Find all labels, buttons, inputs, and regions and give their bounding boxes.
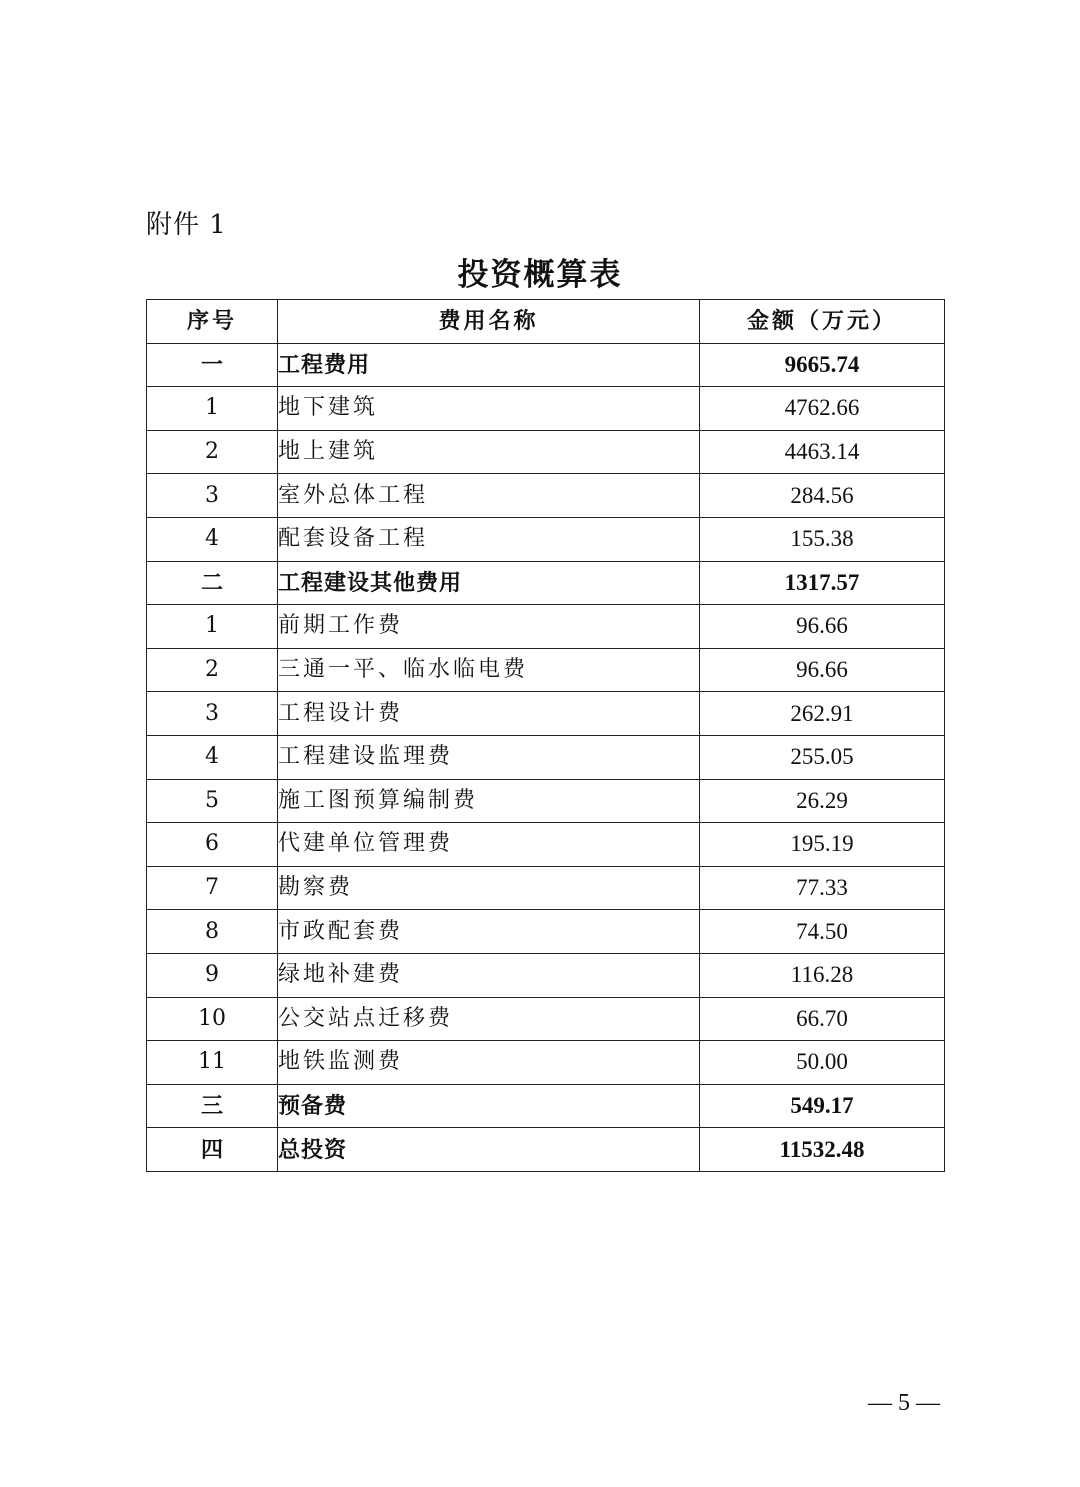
row-amount: 549.17 <box>700 1084 945 1128</box>
row-name: 地上建筑 <box>278 430 700 474</box>
row-seq: 2 <box>147 430 278 474</box>
table-row <box>147 866 945 910</box>
row-seq: 5 <box>147 779 278 823</box>
row-seq: 10 <box>147 997 278 1041</box>
row-seq: 2 <box>147 648 278 692</box>
row-seq: 4 <box>147 735 278 779</box>
table-section-row <box>147 1128 945 1172</box>
header-amount: 金额（万元） <box>700 300 945 344</box>
row-name: 勘察费 <box>278 866 700 910</box>
row-amount: 116.28 <box>700 953 945 997</box>
row-amount: 262.91 <box>700 692 945 736</box>
table-row <box>147 1041 945 1085</box>
row-name: 工程建设其他费用 <box>278 561 700 605</box>
table-row <box>147 517 945 561</box>
row-name: 工程建设监理费 <box>278 735 700 779</box>
row-amount: 1317.57 <box>700 561 945 605</box>
table-body <box>147 343 945 1171</box>
row-amount: 155.38 <box>700 517 945 561</box>
table-row <box>147 474 945 518</box>
row-amount: 4762.66 <box>700 387 945 431</box>
header-name: 费用名称 <box>278 300 700 344</box>
row-name: 代建单位管理费 <box>278 823 700 867</box>
table-row <box>147 910 945 954</box>
row-seq: 8 <box>147 910 278 954</box>
table-row <box>147 823 945 867</box>
table-header-row <box>147 300 945 344</box>
row-amount: 255.05 <box>700 735 945 779</box>
table-row <box>147 648 945 692</box>
row-name: 市政配套费 <box>278 910 700 954</box>
table-row <box>147 692 945 736</box>
row-seq: 3 <box>147 474 278 518</box>
row-name: 施工图预算编制费 <box>278 779 700 823</box>
row-seq: 1 <box>147 605 278 649</box>
document-title: 投资概算表 <box>457 257 623 293</box>
row-amount: 26.29 <box>700 779 945 823</box>
row-seq: 11 <box>147 1041 278 1085</box>
row-amount: 50.00 <box>700 1041 945 1085</box>
table-row <box>147 387 945 431</box>
row-amount: 11532.48 <box>700 1128 945 1172</box>
row-seq: 二 <box>147 561 278 605</box>
row-amount: 96.66 <box>700 648 945 692</box>
table-row <box>147 605 945 649</box>
row-name: 地下建筑 <box>278 387 700 431</box>
row-amount: 9665.74 <box>700 343 945 387</box>
row-seq: 6 <box>147 823 278 867</box>
row-seq: 7 <box>147 866 278 910</box>
row-seq: 9 <box>147 953 278 997</box>
row-name: 预备费 <box>278 1084 700 1128</box>
row-name: 地铁监测费 <box>278 1041 700 1085</box>
row-name: 绿地补建费 <box>278 953 700 997</box>
row-seq: 1 <box>147 387 278 431</box>
row-seq: 四 <box>147 1128 278 1172</box>
row-name: 室外总体工程 <box>278 474 700 518</box>
row-name: 配套设备工程 <box>278 517 700 561</box>
row-amount: 77.33 <box>700 866 945 910</box>
row-name: 前期工作费 <box>278 605 700 649</box>
table-row <box>147 430 945 474</box>
row-seq: 4 <box>147 517 278 561</box>
attachment-label: 附件 1 <box>146 210 227 240</box>
table-row <box>147 953 945 997</box>
row-name: 三通一平、临水临电费 <box>278 648 700 692</box>
header-seq: 序号 <box>147 300 278 344</box>
row-amount: 4463.14 <box>700 430 945 474</box>
row-amount: 96.66 <box>700 605 945 649</box>
row-name: 总投资 <box>278 1128 700 1172</box>
row-seq: 三 <box>147 1084 278 1128</box>
row-name: 公交站点迁移费 <box>278 997 700 1041</box>
table-section-row <box>147 561 945 605</box>
row-seq: 一 <box>147 343 278 387</box>
row-seq: 3 <box>147 692 278 736</box>
investment-budget-table <box>146 299 945 1172</box>
row-name: 工程设计费 <box>278 692 700 736</box>
row-amount: 195.19 <box>700 823 945 867</box>
row-amount: 284.56 <box>700 474 945 518</box>
page-number: — 5 — <box>868 1390 940 1416</box>
row-amount: 74.50 <box>700 910 945 954</box>
table-section-row <box>147 1084 945 1128</box>
row-name: 工程费用 <box>278 343 700 387</box>
row-amount: 66.70 <box>700 997 945 1041</box>
table-row <box>147 735 945 779</box>
table-section-row <box>147 343 945 387</box>
table-row <box>147 997 945 1041</box>
table-row <box>147 779 945 823</box>
